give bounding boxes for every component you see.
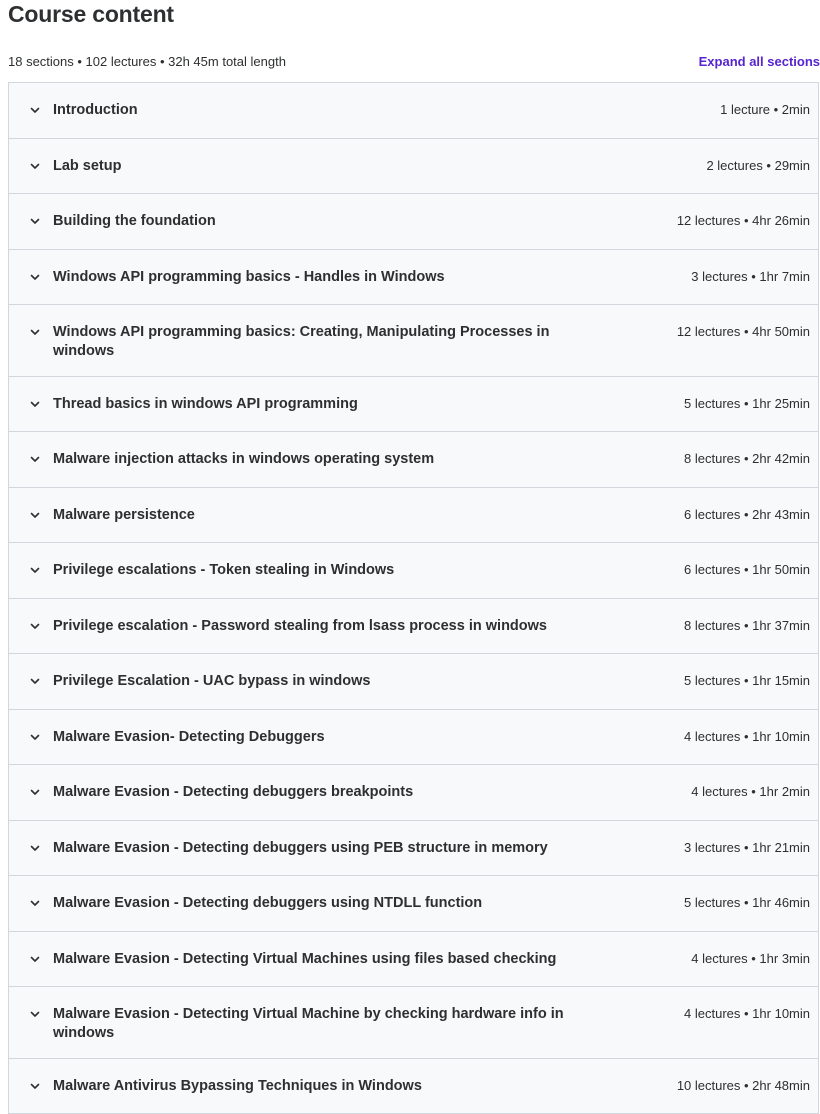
section-title: Privilege escalation - Password stealing from lsass process in windows	[53, 617, 613, 636]
course-section[interactable]	[9, 876, 818, 932]
section-title: Malware Evasion - Detecting debuggers using NTDLL function	[53, 894, 613, 913]
section-title: Malware Evasion - Detecting debuggers breakpoints	[53, 783, 613, 802]
section-meta: 4 lectures • 1hr 10min	[684, 1006, 810, 1021]
chevron-down-icon	[28, 952, 42, 966]
course-section[interactable]	[9, 1059, 818, 1114]
section-meta: 3 lectures • 1hr 7min	[691, 269, 810, 284]
section-title: Windows API programming basics: Creating, Manipulating Processes in windows	[53, 323, 613, 361]
section-meta: 10 lectures • 2hr 48min	[677, 1078, 810, 1093]
chevron-down-icon	[28, 896, 42, 910]
chevron-down-icon	[28, 103, 42, 117]
section-meta: 5 lectures • 1hr 46min	[684, 895, 810, 910]
section-title: Malware persistence	[53, 506, 613, 525]
section-title: Malware Evasion- Detecting Debuggers	[53, 728, 613, 747]
course-section[interactable]	[9, 194, 818, 250]
section-title: Privilege Escalation - UAC bypass in windows	[53, 672, 613, 691]
chevron-down-icon	[28, 619, 42, 633]
chevron-down-icon	[28, 730, 42, 744]
course-sections-list	[8, 82, 819, 1114]
section-title: Privilege escalations - Token stealing in Windows	[53, 561, 613, 580]
chevron-down-icon	[28, 508, 42, 522]
page-title: Course content	[8, 0, 174, 28]
course-section[interactable]	[9, 432, 818, 488]
section-title: Malware Evasion - Detecting debuggers using PEB structure in memory	[53, 839, 613, 858]
chevron-down-icon	[28, 674, 42, 688]
course-section[interactable]	[9, 139, 818, 195]
chevron-down-icon	[28, 452, 42, 466]
course-section[interactable]	[9, 377, 818, 433]
section-title: Windows API programming basics - Handles in Windows	[53, 268, 613, 287]
section-title: Malware Evasion - Detecting Virtual Machine by checking hardware info in windows	[53, 1005, 613, 1043]
course-section[interactable]	[9, 821, 818, 877]
course-section[interactable]	[9, 599, 818, 655]
course-summary-row	[8, 52, 820, 72]
chevron-down-icon	[28, 325, 42, 339]
chevron-down-icon	[28, 159, 42, 173]
section-meta: 12 lectures • 4hr 50min	[677, 324, 810, 339]
section-meta: 12 lectures • 4hr 26min	[677, 213, 810, 228]
section-title: Building the foundation	[53, 212, 613, 231]
section-title: Malware Evasion - Detecting Virtual Machines using files based checking	[53, 950, 613, 969]
course-section[interactable]	[9, 543, 818, 599]
section-meta: 6 lectures • 2hr 43min	[684, 507, 810, 522]
section-meta: 4 lectures • 1hr 2min	[691, 784, 810, 799]
chevron-down-icon	[28, 785, 42, 799]
chevron-down-icon	[28, 1007, 42, 1021]
course-section[interactable]	[9, 305, 818, 377]
section-meta: 8 lectures • 2hr 42min	[684, 451, 810, 466]
course-section[interactable]	[9, 250, 818, 306]
section-meta: 3 lectures • 1hr 21min	[684, 840, 810, 855]
section-meta: 2 lectures • 29min	[706, 158, 810, 173]
section-title: Thread basics in windows API programming	[53, 395, 613, 414]
chevron-down-icon	[28, 563, 42, 577]
chevron-down-icon	[28, 214, 42, 228]
chevron-down-icon	[28, 841, 42, 855]
course-section[interactable]	[9, 710, 818, 766]
chevron-down-icon	[28, 270, 42, 284]
course-section[interactable]	[9, 932, 818, 988]
chevron-down-icon	[28, 397, 42, 411]
course-summary: 18 sections • 102 lectures • 32h 45m total length	[8, 54, 286, 69]
section-meta: 5 lectures • 1hr 15min	[684, 673, 810, 688]
course-section[interactable]	[9, 765, 818, 821]
course-section[interactable]	[9, 654, 818, 710]
section-title: Lab setup	[53, 157, 613, 176]
section-title: Malware injection attacks in windows operating system	[53, 450, 613, 469]
course-section[interactable]	[9, 987, 818, 1059]
section-meta: 4 lectures • 1hr 3min	[691, 951, 810, 966]
section-meta: 5 lectures • 1hr 25min	[684, 396, 810, 411]
section-title: Malware Antivirus Bypassing Techniques in Windows	[53, 1077, 613, 1096]
chevron-down-icon	[28, 1079, 42, 1093]
course-section[interactable]	[9, 83, 818, 139]
course-section[interactable]	[9, 488, 818, 544]
section-title: Introduction	[53, 101, 613, 120]
section-meta: 6 lectures • 1hr 50min	[684, 562, 810, 577]
section-meta: 8 lectures • 1hr 37min	[684, 618, 810, 633]
expand-all-sections-button[interactable]: Expand all sections	[699, 54, 820, 69]
section-meta: 1 lecture • 2min	[720, 102, 810, 117]
section-meta: 4 lectures • 1hr 10min	[684, 729, 810, 744]
